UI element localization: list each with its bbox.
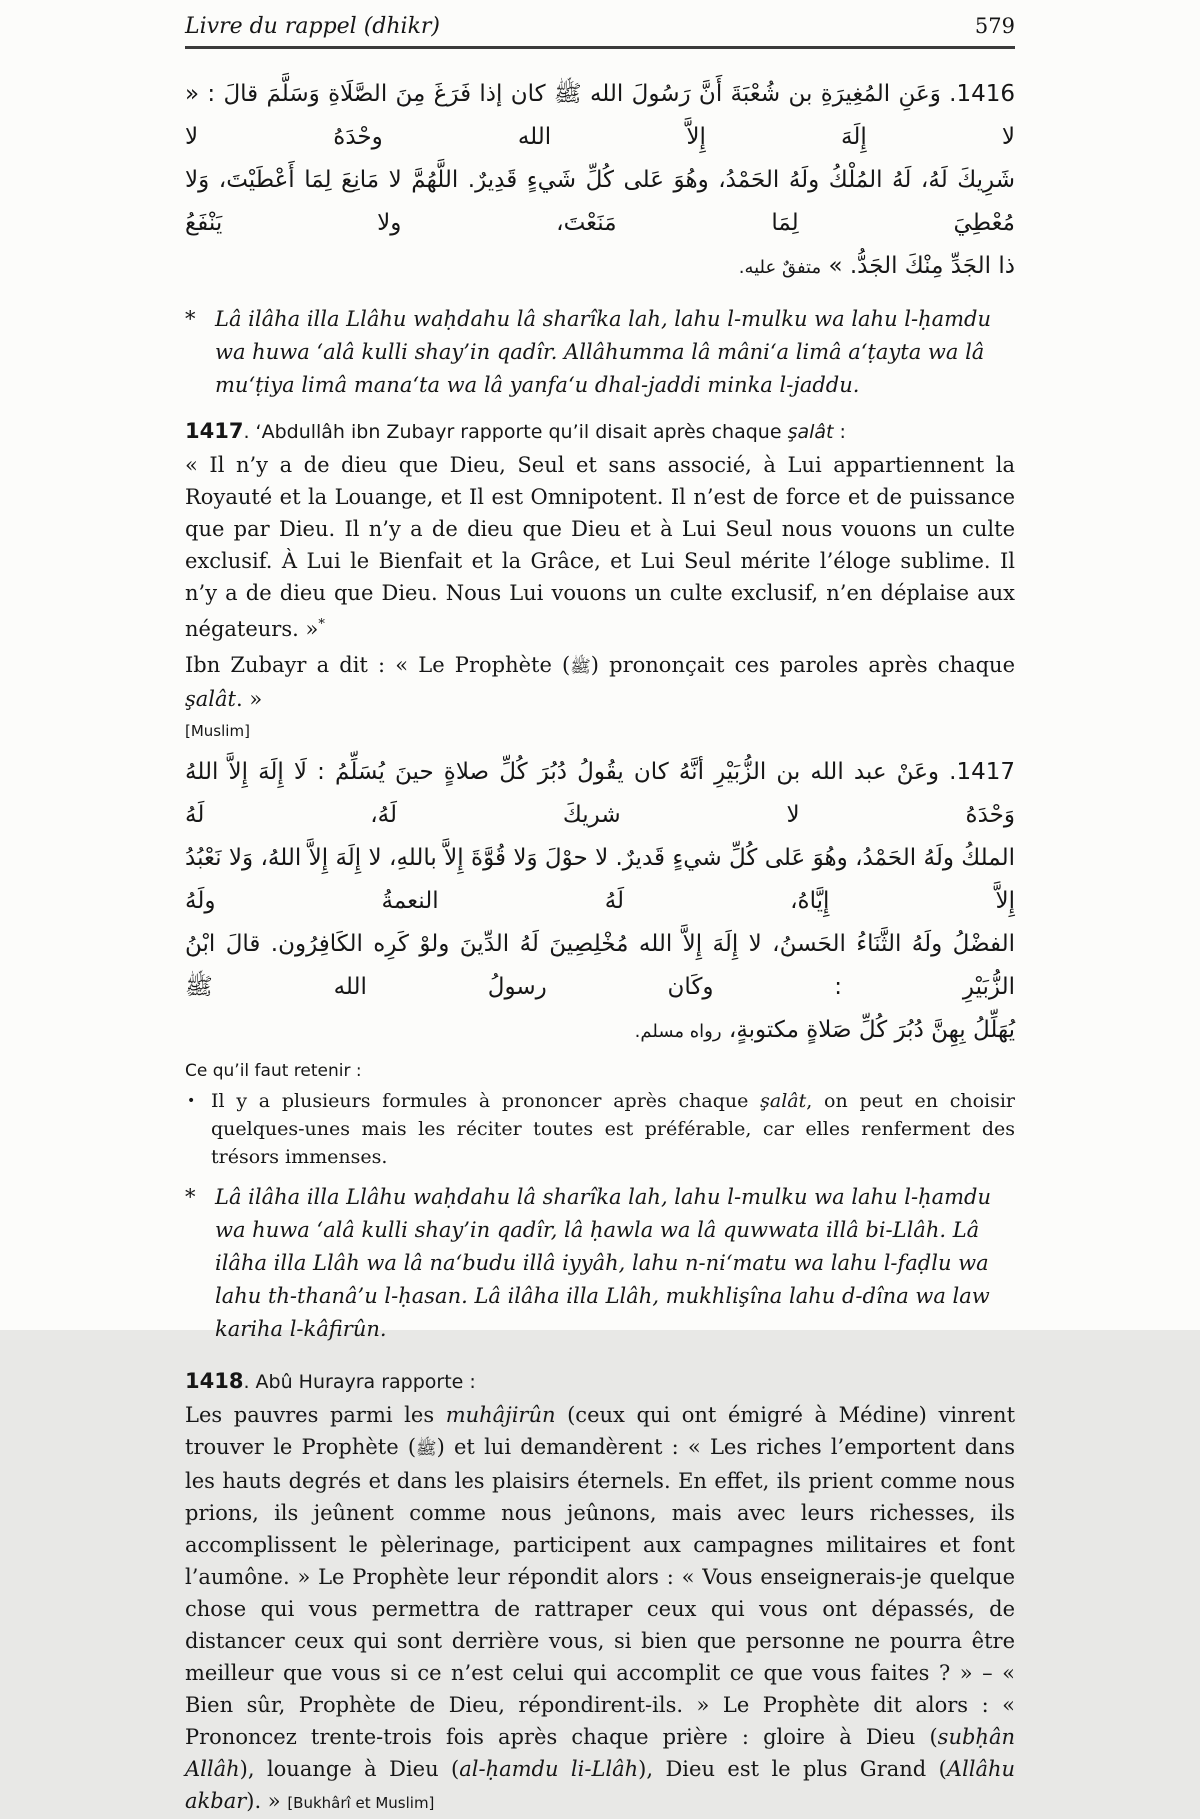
hadith-1417-arabic-block xyxy=(185,751,1015,1053)
transliteration-1417 xyxy=(185,1181,1015,1346)
transliteration-1417-text: Lâ ilâha illa Llâhu waḥdahu lâ sharîka lah, lahu l-mulku wa lahu l-ḥamdu wa huwa ‘alâ kulli shay’in qadîr, lâ ḥawla wa lâ quwwata illâ bi-Llâh. Lâ ilâha illa Llâh wa lâ na‘budu illâ iyyâh, lahu n-ni‘matu wa lahu l-faḍlu wa lahu th-thanâ’u l-ḥasan. Lâ ilâha illa Llâh, mukhlişîna lahu d-dîna wa law kariha l-kâfirûn. xyxy=(215,1185,992,1341)
hadith-1417-ibn-zubayr-note: Ibn Zubayr a dit : « Le Prophète (ﷺ) prononçait ces paroles après chaque şalât. » xyxy=(185,653,1016,711)
page-number: 579 xyxy=(974,14,1015,38)
arabic-line-1417-4: يُهَلِّلُ بِهِنَّ دُبُرَ كُلِّ صَلاةٍ مكتوبةٍ، رواه مسلم. xyxy=(634,1017,1015,1043)
retenir-label: Ce qu’il faut retenir : xyxy=(185,1061,362,1081)
running-header-title: Livre du rappel (dhikr) xyxy=(185,14,440,39)
arabic-line-1417-1: 1417. وعَنْ عبد الله بن الزُّبَيْرِ أنَّهُ كان يقُولُ دُبُرَ كُلِّ صلاةٍ حينَ يُسَلِّمُ : لَا إِلَهَ إِلاَّ اللهُ وَحْدَهُ لا شريكَ لَهُ، لَهُ xyxy=(185,759,1015,828)
hadith-1417-source: [Muslim] xyxy=(185,722,250,740)
transliteration-1416-text: Lâ ilâha illa Llâhu waḥdahu lâ sharîka lah, lahu l-mulku wa lahu l-ḥamdu wa huwa ‘alâ kulli shay’in qadîr. Allâhumma lâ mâni‘a limâ a‘ṭayta wa lâ mu‘ṭiya limâ mana‘ta wa lâ yanfa‘u dhal-jaddi minka l-jaddu. xyxy=(215,307,992,397)
footnote-asterisk: * xyxy=(185,1185,196,1209)
arabic-line-1416-1: 1416. وَعَنِ المُغِيرَةِ بن شُعْبَةَ أَنَّ رَسُولَ الله ﷺ كان إذا فَرَغَ مِنَ الصَّلَاةِ وَسَلَّمَ قالَ : « لا إِلَهَ إِلاَّ الله وحْدَهُ لا xyxy=(185,81,1015,150)
hadith-1418-translation: Les pauvres parmi les muhâjirûn (ceux qui ont émigré à Médine) vinrent trouver le Prophète (ﷺ) et lui demandèrent : « Les riches l’emportent dans les hauts degrés et dans les plaisirs éternels. En effet, ils prient comme nous prions, ils jeûnent comme nous jeûnons, mais avec leurs richesses, ils accomplissent le pèlerinage, participent aux campagnes militaires et font l’aumône. » Le Prophète leur répondit alors : « Vous enseignerais-je quelque chose qui vous permettra de rattraper ceux qui vous ont dépassés, de distancer ceux qui sont derrière vous, si bien que personne ne pourra être meilleur que vous si ce n’est celui qui accomplit ce que vous faites ? » – « Bien sûr, Prophète de Dieu, répondirent-ils. » Le Prophète dit alors : « Prononcez trente-trois fois après chaque prière : gloire à Dieu (subḥân Allâh), louange à Dieu (al-ḥamdu li-Llâh), Dieu est le plus Grand (Allâhu akbar). » [Bukhârî et Muslim] xyxy=(185,1403,1016,1813)
transliteration-1416 xyxy=(185,303,1015,402)
arabic-line-1416-3: ذا الجَدِّ مِنْكَ الجَدُّ. » متفقٌ عليه. xyxy=(738,253,1015,279)
footnote-asterisk: * xyxy=(185,307,196,331)
retenir-bullet-text: Il y a plusieurs formules à prononcer après chaque şalât, on peut en choisir quelques-unes mais les réciter toutes est préférable, car elles renferment des trésors immenses. xyxy=(211,1090,1015,1168)
hadith-1417-heading: 1417. ‘Abdullâh ibn Zubayr rapporte qu’il disait après chaque şalât : xyxy=(185,419,846,443)
hadith-1417-translation: « Il n’y a de dieu que Dieu, Seul et sans associé, à Lui appartiennent la Royauté et la Louange, et Il est Omnipotent. Il n’est de force et de puissance que par Dieu. Il n’y a de dieu que Dieu et à Lui Seul nous vouons un culte exclusif. À Lui le Bienfait et la Grâce, et Lui Seul mérite l’éloge sublime. Il n’y a de dieu que Dieu. Nous Lui vouons un culte exclusif, n’en déplaise aux négateurs. »* xyxy=(185,453,1015,641)
bullet-icon: • xyxy=(187,1093,196,1109)
arabic-line-1417-2: الملكُ ولَهُ الحَمْدُ، وهُوَ عَلى كُلِّ شيءٍ قَديرٌ. لا حوْلَ وَلا قُوَّةَ إِلاَّ باللهِ، لا إِلَهَ إِلاَّ اللهُ، وَلا نَعْبُدُ إِلاَّ إِيَّاهُ، لَهُ النعمةُ ولَهُ xyxy=(185,845,1015,914)
arabic-line-1417-3: الفضْلُ ولَهُ الثَّنَاءُ الحَسنُ، لا إِلَهَ إِلاَّ الله مُخْلِصِينَ لَهُ الدِّينَ ولوْ كَرِه الكَافِرُون. قالَ ابْنُ الزُّبَيْرِ : وكَان رسولُ الله ﷺ xyxy=(185,931,1015,1000)
hadith-1416-arabic-block xyxy=(185,73,1015,289)
arabic-line-1416-2: شَرِيكَ لَهُ، لَهُ المُلْكُ ولَهُ الحَمْدُ، وهُوَ عَلى كُلِّ شَيءٍ قَدِيرٌ. اللَّهُمَّ لا مَانِعَ لِمَا أَعْطَيْتَ، وَلا مُعْطِيَ لِمَا مَنَعْتَ، ولا يَنْفَعُ xyxy=(185,167,1015,236)
hadith-1418-heading: 1418. Abû Hurayra rapporte : xyxy=(185,1369,476,1393)
header-rule xyxy=(185,46,1015,49)
running-header xyxy=(185,14,1015,39)
retenir-bullet-item xyxy=(185,1087,1015,1171)
